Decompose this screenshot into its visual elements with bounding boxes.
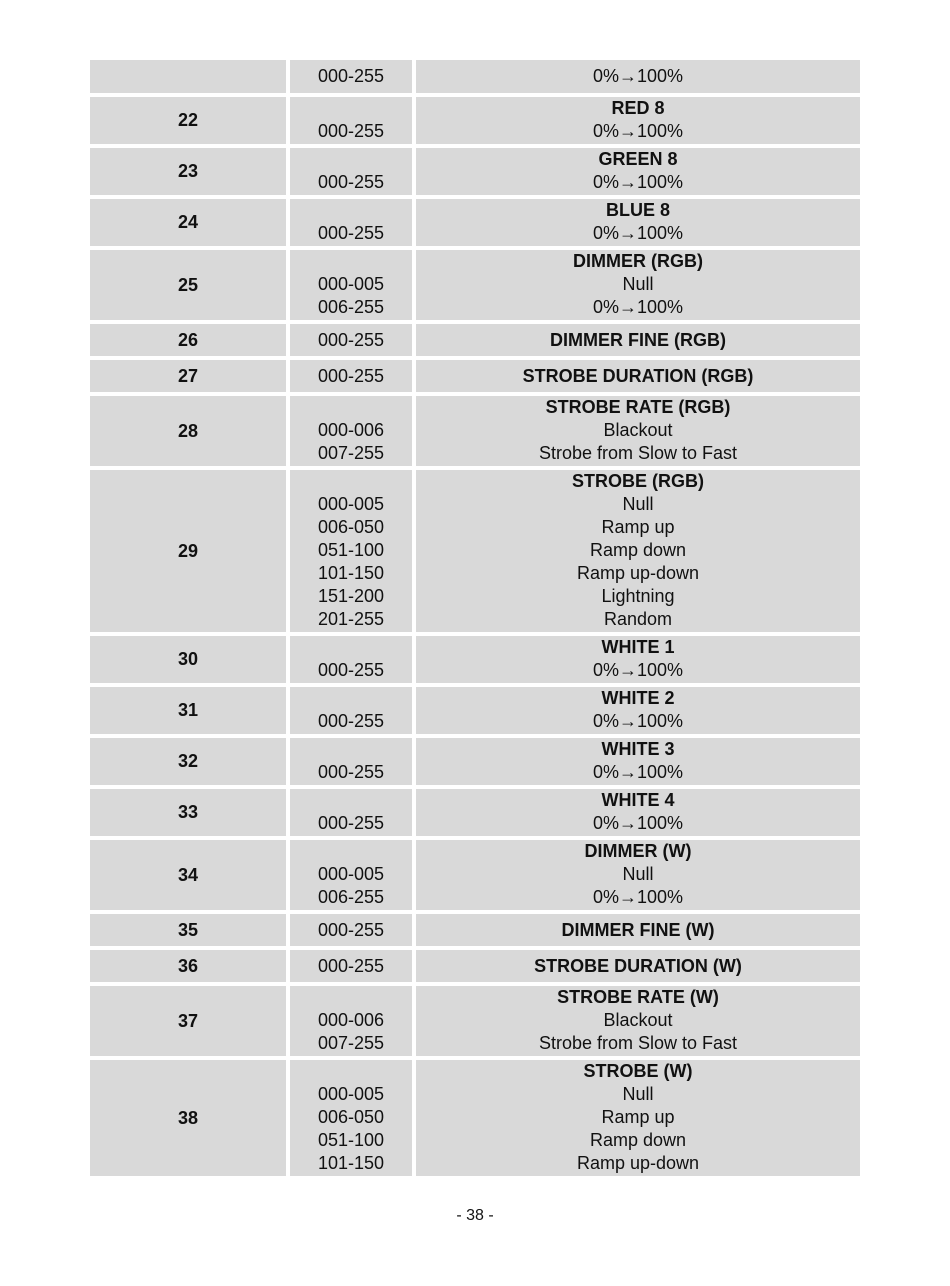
function-title: GREEN 8	[598, 149, 678, 169]
function-cell	[414, 95, 860, 146]
function-description: Strobe from Slow to Fast	[538, 443, 738, 463]
dmx-value-range: 000-255	[317, 172, 385, 192]
dmx-value-cell	[288, 60, 414, 95]
dmx-value-cell	[288, 468, 414, 634]
dmx-value-range: 000-255	[317, 121, 385, 141]
dmx-value-range: 000-255	[317, 223, 385, 243]
channel-number-cell: 26	[90, 322, 288, 358]
table-row	[90, 634, 860, 685]
function-title: STROBE (W)	[583, 1061, 693, 1081]
table-body	[90, 60, 860, 1176]
dmx-value-cell	[288, 948, 414, 984]
function-title: STROBE DURATION (W)	[534, 955, 742, 976]
function-description: Null	[622, 1084, 654, 1104]
function-cell	[414, 634, 860, 685]
dmx-value-cell	[288, 787, 414, 838]
channel-number-cell: 31	[90, 685, 288, 736]
table-row	[90, 197, 860, 248]
function-description: 0%→100%	[592, 65, 684, 86]
channel-number-cell: 35	[90, 912, 288, 948]
dmx-value-range: 051-100	[317, 1130, 385, 1150]
function-cell	[414, 146, 860, 197]
function-cell	[414, 1058, 860, 1176]
dmx-value-range: 006-050	[317, 1107, 385, 1127]
function-description: Ramp up	[601, 1107, 675, 1127]
function-title: RED 8	[611, 98, 665, 118]
function-description: Strobe from Slow to Fast	[538, 1033, 738, 1053]
dmx-value-range: 000-255	[317, 365, 385, 386]
function-cell	[414, 948, 860, 984]
function-title: DIMMER (W)	[584, 841, 692, 861]
dmx-value-range: 000-255	[317, 660, 385, 680]
channel-number-cell: 30	[90, 634, 288, 685]
dmx-value-range: 000-005	[317, 274, 385, 294]
function-title: STROBE DURATION (RGB)	[522, 365, 754, 386]
channel-number-cell: 27	[90, 358, 288, 394]
function-description: Null	[622, 274, 654, 294]
dmx-value-cell	[288, 248, 414, 322]
function-description: Blackout	[603, 420, 673, 440]
dmx-value-range: 000-006	[317, 420, 385, 440]
dmx-value-range: 006-255	[317, 887, 385, 907]
dmx-value-cell	[288, 685, 414, 736]
dmx-value-range: 000-005	[317, 1084, 385, 1104]
dmx-value-range: 101-150	[317, 1153, 385, 1173]
table-row	[90, 838, 860, 912]
dmx-value-range: 000-255	[317, 711, 385, 731]
function-cell	[414, 984, 860, 1058]
dmx-value-range: 006-050	[317, 517, 385, 537]
function-cell	[414, 248, 860, 322]
dmx-value-cell	[288, 358, 414, 394]
function-cell	[414, 736, 860, 787]
dmx-value-range: 006-255	[317, 297, 385, 317]
channel-number-cell: 25	[90, 248, 288, 322]
table-row	[90, 322, 860, 358]
function-title: WHITE 1	[601, 637, 675, 657]
dmx-value-range: 000-255	[317, 955, 385, 976]
table-row	[90, 146, 860, 197]
function-cell	[414, 60, 860, 95]
function-description: 0%→100%	[592, 121, 684, 141]
function-cell	[414, 685, 860, 736]
dmx-value-cell	[288, 95, 414, 146]
table-row	[90, 60, 860, 95]
dmx-value-range: 051-100	[317, 540, 385, 560]
function-title: DIMMER FINE (RGB)	[550, 329, 726, 350]
channel-number-cell: 29	[90, 468, 288, 634]
function-description: 0%→100%	[592, 223, 684, 243]
channel-number-cell: 32	[90, 736, 288, 787]
dmx-value-range: 101-150	[317, 563, 385, 583]
table-row	[90, 912, 860, 948]
function-description: 0%→100%	[592, 813, 684, 833]
channel-number-cell: 33	[90, 787, 288, 838]
dmx-value-range: 007-255	[317, 1033, 385, 1053]
function-description: 0%→100%	[592, 297, 684, 317]
dmx-value-range: 000-005	[317, 864, 385, 884]
function-title: STROBE RATE (W)	[557, 987, 719, 1007]
function-description: 0%→100%	[592, 660, 684, 680]
function-description: 0%→100%	[592, 172, 684, 192]
channel-number-cell: 28	[90, 394, 288, 468]
function-cell	[414, 912, 860, 948]
function-description: 0%→100%	[592, 711, 684, 731]
table-row	[90, 95, 860, 146]
table-row	[90, 948, 860, 984]
table-row	[90, 394, 860, 468]
dmx-value-range: 000-005	[317, 494, 385, 514]
table-row	[90, 984, 860, 1058]
table-row	[90, 787, 860, 838]
dmx-value-cell	[288, 984, 414, 1058]
channel-number-cell: 23	[90, 146, 288, 197]
channel-number-cell: 34	[90, 838, 288, 912]
dmx-value-range: 000-255	[317, 65, 385, 86]
dmx-value-cell	[288, 736, 414, 787]
dmx-value-range: 000-255	[317, 813, 385, 833]
dmx-channel-table	[90, 60, 860, 1176]
channel-number-cell: 22	[90, 95, 288, 146]
function-cell	[414, 197, 860, 248]
function-cell	[414, 358, 860, 394]
table-row	[90, 1058, 860, 1176]
dmx-value-range: 007-255	[317, 443, 385, 463]
function-cell	[414, 468, 860, 634]
channel-number-cell: 38	[90, 1058, 288, 1176]
dmx-value-cell	[288, 912, 414, 948]
dmx-value-cell	[288, 394, 414, 468]
dmx-value-range: 201-255	[317, 609, 385, 629]
function-description: Ramp up-down	[576, 1153, 700, 1173]
dmx-value-range: 151-200	[317, 586, 385, 606]
function-description: Ramp up	[601, 517, 675, 537]
function-description: Ramp up-down	[576, 563, 700, 583]
function-description: Lightning	[601, 586, 675, 606]
page-number: - 38 -	[456, 1207, 494, 1224]
function-title: DIMMER FINE (W)	[561, 919, 715, 940]
dmx-value-cell	[288, 838, 414, 912]
function-title: DIMMER (RGB)	[573, 251, 703, 271]
function-title: WHITE 2	[601, 688, 675, 708]
function-cell	[414, 394, 860, 468]
dmx-value-range: 000-255	[317, 762, 385, 782]
function-cell	[414, 838, 860, 912]
channel-number-cell: 24	[90, 197, 288, 248]
function-description: Blackout	[603, 1010, 673, 1030]
dmx-value-cell	[288, 322, 414, 358]
channel-number-cell	[90, 60, 288, 95]
function-description: 0%→100%	[592, 762, 684, 782]
function-description: 0%→100%	[592, 887, 684, 907]
function-title: STROBE (RGB)	[572, 471, 704, 491]
function-description: Ramp down	[589, 1130, 687, 1150]
dmx-value-cell	[288, 634, 414, 685]
dmx-value-range: 000-255	[317, 329, 385, 350]
dmx-value-range: 000-255	[317, 919, 385, 940]
function-description: Ramp down	[589, 540, 687, 560]
function-title: WHITE 3	[601, 739, 675, 759]
table-row	[90, 248, 860, 322]
function-description: Null	[622, 494, 654, 514]
function-description: Random	[603, 609, 673, 629]
dmx-value-cell	[288, 197, 414, 248]
function-title: BLUE 8	[605, 200, 670, 220]
function-description: Null	[622, 864, 654, 884]
function-title: STROBE RATE (RGB)	[545, 397, 731, 417]
table-row	[90, 736, 860, 787]
dmx-value-cell	[288, 146, 414, 197]
table-row	[90, 468, 860, 634]
function-cell	[414, 322, 860, 358]
function-title: WHITE 4	[601, 790, 675, 810]
function-cell	[414, 787, 860, 838]
channel-number-cell: 36	[90, 948, 288, 984]
dmx-value-range: 000-006	[317, 1010, 385, 1030]
table-row	[90, 358, 860, 394]
dmx-value-cell	[288, 1058, 414, 1176]
channel-number-cell: 37	[90, 984, 288, 1058]
table-row	[90, 685, 860, 736]
